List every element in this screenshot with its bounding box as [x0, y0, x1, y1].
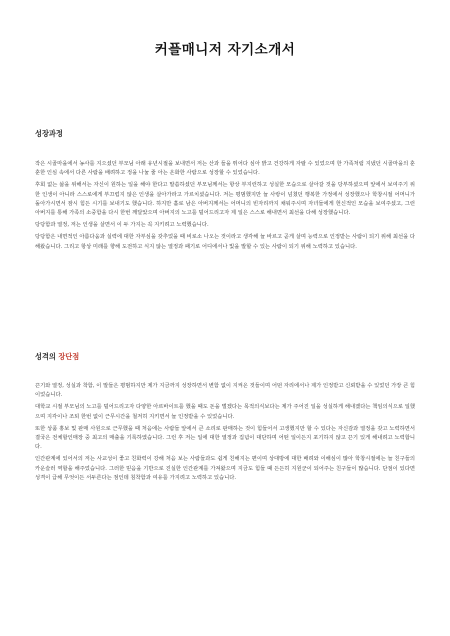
paragraph: 당당함과 열정, 저는 인생을 살면서 이 두 가지는 꼭 지키려고 노력했습니다.	[35, 222, 209, 229]
paragraph: 작은 시골마을에서 농사를 지으셨던 부모님 아래 유년시절을 보내면서 저는 산과 들을 뛰어다 심아 밝고 건강하게 자랄 수 있었으며 한 가족처럼 지냈던 시골마을의 훈훈한 인심 속에서 다른 사람을 배려하고 정을 나눌 줄 아는 온화한 사람으로 성장할 수 있었습니다.	[35, 161, 415, 177]
document-title: 커플매니저 자기소개서	[154, 42, 296, 58]
paragraph: 후회 없는 삶을 위해서는 자신이 원하는 일을 해야 한다고 말씀하셨던 부모님께서는 항상 부지런하고 성실한 모습으로 살아갈 것을 당부하셨으며 앞에서 보여주기 위한 인생이 아니라 스스로에게 부끄럽지 않은 인생을 살아가라고 가르치셨습니다. 저는 평범했지만 늘 사랑이 넘쳤던 행복한 가정에서 성장했으나 학창시절 어머니가 돌아가시면서 잠시 힘든 시기를 보내기도 했습니다. 하지만 홀로 남은 아버지께서는 어머니의 빈자리까지 채워주시며 자녀들에게 헌신적인 모습을 보여주셨고, 그런 아버지를 통해 가족의 소중함을 다시 한번 깨달았으며 아버지의 노고를 덜어드리고자 제 일은 스스로 해내면서 최선을 다해 성장했습니다.	[35, 182, 415, 217]
paragraph: 끈기와 열정, 성실과 착함, 이 말들은 평범하지만 제가 지금까지 성장하면서 변함 없이 지켜온 것들이며 어떤 자리에서나 제가 인정받고 신뢰받을 수 있었던 가장 큰 힘이었습니다.	[35, 383, 415, 399]
section-heading-growth	[35, 129, 63, 139]
section-heading-text: 성격의	[35, 352, 59, 361]
section-heading-accent: 장단점	[58, 352, 80, 361]
section-heading-personality	[35, 352, 79, 362]
section-body-personality	[35, 382, 415, 486]
paragraph: 대학교 시절 부모님의 노고를 덜어드리고자 다양한 아르바이트를 했을 때도 돈을 벌겠다는 목적의식보다는 제가 주어진 일을 성실하게 해내겠다는 책임의식으로 일했으며 지각이나 조퇴 한번 없이 근무시간을 철저히 지키면서 늘 인정받을 수 있었습니다.	[35, 404, 415, 420]
paragraph: 당당함은 내면적인 아름다움과 실력에 대한 자부심을 갖추었을 때 비로소 나오는 것이라고 생각해 늘 바르고 곧게 살며 능력으로 인정받는 사람이 되기 위해 최선을 다해왔습니다. 그리고 항상 미래를 향해 도전하고 식지 않는 열정과 패기로 어디에서나 빛을 발할 수 있는 사람이 되기 위해 노력하고 있습니다.	[35, 234, 415, 250]
paragraph: 또한 상품 홍보 및 판매 사원으로 근무했을 때 처음에는 사람들 앞에서 큰 소리로 판매하는 것이 힘들어서 고생했지만 할 수 있다는 자신감과 열정을 갖고 노력하면서 결국은 전체할인매장 중 최고의 매출을 기록하였습니다. 그런 후 저는 일에 대한 열정과 집념이 대단하며 어떤 일이든지 포기하지 않고 끈기 있게 해내려고 노력합니다.	[35, 425, 415, 451]
section-heading-text: 성장과정	[35, 129, 63, 138]
paragraph: 인간관계에 있어서의 저는 사교성이 좋고 친화력이 강해 처음 보는 사람들과도 쉽게 친해지는 편이며 상대방에 대한 배려와 이해심이 많아 학창시절에는 늘 친구들의 카운슬러 역할을 해주었습니다. 그러한 믿음을 기반으로 진실한 인간관계를 가져왔으며 지금도 힘들 때 든든히 지원군이 되어주는 친구들이 많습니다. 단점이 있다면 성격이 급해 무엇이든 서두른다는 점인데 침착함과 여유를 가지려고 노력하고 있습니다.	[35, 456, 415, 481]
section-body-growth	[35, 160, 415, 255]
